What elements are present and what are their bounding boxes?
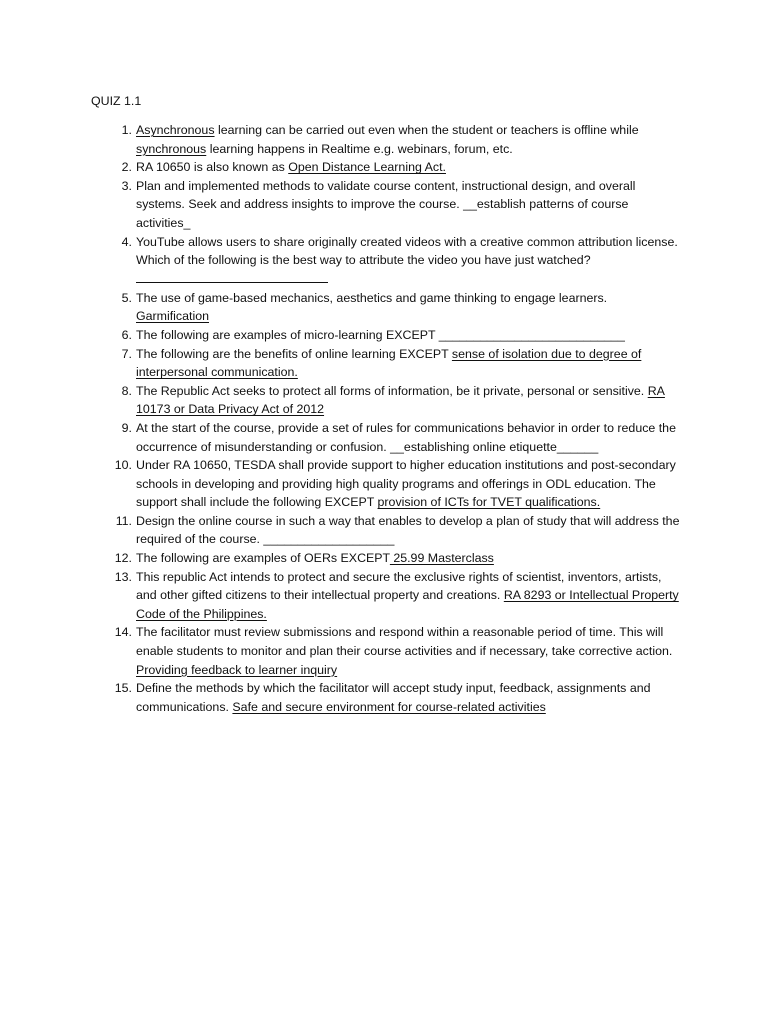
question-text <box>136 514 679 547</box>
question-number: 9. <box>121 420 132 435</box>
question-text <box>136 458 676 509</box>
question-number: 8. <box>121 383 132 398</box>
question-segment: The facilitator must review submissions and respond within a reasonable period of time. This will enable students to monitor and plan their course activities and if necessary, take corrective action. <box>136 625 673 659</box>
question-item <box>110 326 680 345</box>
question-number: 11. <box>115 513 132 528</box>
question-number: 10. <box>114 458 132 473</box>
answer-text: Garmification <box>136 309 209 324</box>
question-item <box>110 382 680 419</box>
question-text <box>136 328 625 342</box>
question-text <box>136 421 676 454</box>
question-item <box>110 568 680 624</box>
question-segment: Design the online course in such a way that enables to develop a plan of study that will address the required of the course. ___________________ <box>136 513 680 547</box>
question-text <box>136 681 651 714</box>
question-text <box>136 625 672 676</box>
question-number: 14. <box>114 625 132 640</box>
question-text <box>136 384 665 417</box>
answer-text: sense of isolation due to degree of interpersonal communication. <box>136 346 642 380</box>
question-text <box>136 347 641 380</box>
answer-text: Safe and secure environment for course-related activities <box>232 699 546 714</box>
question-segment: This republic Act intends to protect and secure the exclusive rights of scientist, inventors, artists, and other gifted citizens to their intellectual property and creations. <box>136 569 662 603</box>
question-item <box>110 419 680 456</box>
question-text <box>136 551 494 565</box>
question-text <box>136 179 635 230</box>
question-item <box>110 623 680 679</box>
question-text <box>136 291 607 324</box>
question-item <box>110 177 680 233</box>
question-item <box>110 233 680 283</box>
question-number: 13. <box>114 569 132 584</box>
question-item <box>110 456 680 512</box>
answer-text: RA 8293 or Intellectual Property Code of the Philippines. <box>136 588 679 621</box>
question-segment: The following are examples of micro-learning EXCEPT ___________________________ <box>136 327 625 342</box>
page-title: QUIZ 1.1 <box>91 94 142 108</box>
question-item <box>110 345 680 382</box>
question-item <box>110 549 680 568</box>
question-number: 3. <box>121 178 132 193</box>
answer-text: RA 10173 or Data Privacy Act of 2012 <box>136 383 665 417</box>
question-number: 6. <box>121 327 132 342</box>
question-segment: The Republic Act seeks to protect all forms of information, be it private, personal or sensitive. <box>136 383 648 398</box>
question-list <box>110 121 680 716</box>
question-segment: Under RA 10650, TESDA shall provide support to higher education institutions and post-secondary schools in developing and providing high quality programs and offerings in ODL education. The support shall include the following EXCEPT <box>136 458 676 510</box>
question-segment: Define the methods by which the facilitator will accept study input, feedback, assignments and communications. <box>136 681 651 714</box>
answer-text: synchronous <box>136 141 207 156</box>
question-item <box>110 158 680 177</box>
question-item <box>110 121 680 158</box>
question-segment: The following are the benefits of online learning EXCEPT <box>136 346 452 361</box>
question-number: 1. <box>121 123 132 137</box>
question-number: 2. <box>121 160 132 175</box>
answer-blank-line <box>136 270 328 283</box>
question-text <box>136 160 446 174</box>
question-segment: At the start of the course, provide a set of rules for communications behavior in order to reduce the occurrence of misunderstanding or confusion. __establishing online etiquette______ <box>136 420 676 454</box>
question-number: 7. <box>121 346 132 361</box>
question-segment: learning can be carried out even when the student or teachers is offline while <box>214 123 639 137</box>
question-item <box>110 289 680 326</box>
question-number: 12. <box>114 551 132 566</box>
question-text <box>136 235 678 268</box>
question-segment: The following are examples of OERs EXCEPT <box>136 551 390 566</box>
question-text <box>136 123 639 156</box>
question-segment: Plan and implemented methods to validate course content, instructional design, and overall systems. Seek and address insights to improve the course. __establish patterns of course activities_ <box>136 178 636 230</box>
question-number: 4. <box>121 234 132 249</box>
answer-text: Providing feedback to learner inquiry <box>136 662 338 677</box>
question-number: 5. <box>121 290 132 305</box>
question-text <box>136 570 679 621</box>
question-segment: learning happens in Realtime e.g. webinars, forum, etc. <box>206 141 513 156</box>
question-segment: The use of game-based mechanics, aesthetics and game thinking to engage learners. <box>136 290 608 305</box>
answer-text: provision of ICTs for TVET qualifications. <box>377 495 601 510</box>
answer-text: Asynchronous <box>136 123 215 137</box>
question-item <box>110 512 680 549</box>
answer-text: Open Distance Learning Act. <box>288 160 446 175</box>
answer-text: 25.99 Masterclass <box>389 551 494 566</box>
question-item <box>110 679 680 716</box>
question-segment: RA 10650 is also known as <box>136 160 289 175</box>
question-number: 15. <box>114 681 132 696</box>
question-segment: YouTube allows users to share originally created videos with a creative common attribution license. Which of the following is the best way to attribute the video you have just watched? <box>136 234 678 268</box>
